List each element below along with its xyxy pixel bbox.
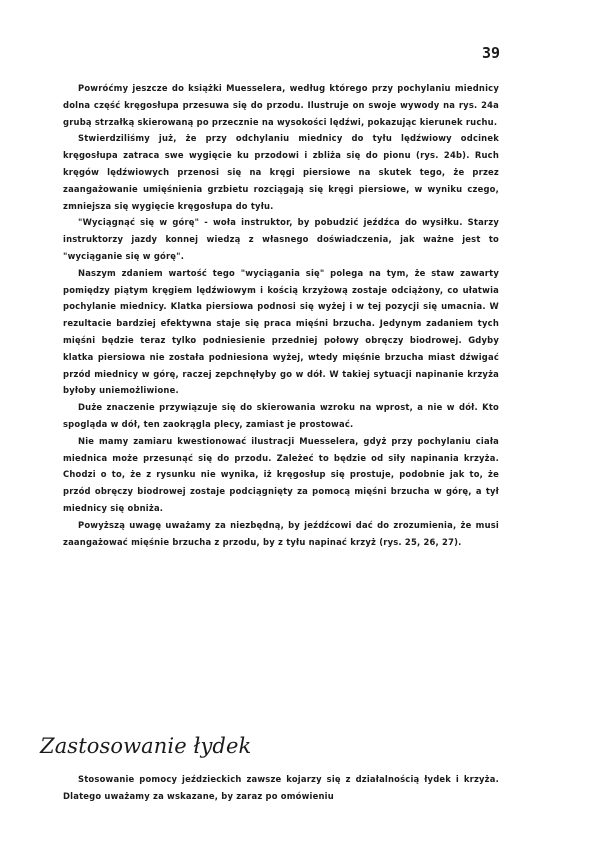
paragraph: Naszym zdaniem wartość tego "wyciągania się" polega na tym, że staw zawarty pomiędzy piątym kręgiem lędźwiowym i kością krzyżową zostaje odciążony, co ułatwia pochylanie miednicy. Klatka piersiowa podnosi się wyżej i w tej pozycji się umacnia. W rezultacie bardziej efektywna staje się praca mięśni brzucha. Jedynym zadaniem tych mięśni będzie teraz tylko podniesienie przedniej połowy obręczy biodrowej. Gdyby klatka piersiowa nie została podniesiona wyżej, wtedy mięśnie brzucha miast dźwigać przód miednicy w górę, raczej zepchnęłyby go w dół. W takiej sytuacji napinanie krzyża byłoby uniemożliwione. <box>63 267 499 396</box>
paragraph: "Wyciągnąć się w górę" - woła instruktor, by pobudzić jeźdźca do wysiłku. Starzy instruktorzy jazdy konnej wiedzą z własnego doświadczenia, jak ważne jest to "wyciąganie się w górę". <box>63 217 499 261</box>
paragraph: Stwierdziliśmy już, że przy odchylaniu miednicy do tyłu lędźwiowy odcinek kręgosłupa zatraca swe wygięcie ku przodowi i zbliża się do pionu (rys. 24b). Ruch kręgów lędźwiowych przenosi się na kręgi piersiowe na skutek tego, że przez zaangażowanie umięśnienia grzbietu rozciągają się kręgi piersiowe, w wyniku czego, zmniejsza się wygięcie kręgosłupa do tyłu. <box>63 133 499 211</box>
page-number: 39 <box>482 44 501 62</box>
paragraph: Duże znaczenie przywiązuje się do skierowania wzroku na wprost, a nie w dół. Kto spogląda w dół, ten zaokrągla plecy, zamiast je prostować. <box>63 402 499 429</box>
paragraph: Nie mamy zamiaru kwestionować ilustracji Muesselera, gdyż przy pochylaniu ciała miednica może przesunąć się do przodu. Zależeć to będzie od siły napinania krzyża. Chodzi o to, że z rysunku nie wynika, iż kręgosłup się prostuje, podobnie jak to, że przód obręczy biodrowej zostaje podciągnięty za pomocą mięśni brzucha w górę, a tył miednicy się obniża. <box>63 435 499 513</box>
paragraph: Powyższą uwagę uważamy za niezbędną, by jeźdźcowi dać do zrozumienia, że musi zaangażować mięśnie brzucha z przodu, by z tyłu napinać krzyż (rys. 25, 26, 27). <box>63 519 499 547</box>
section-text <box>63 771 499 805</box>
paragraph: Stosowanie pomocy jeździeckich zawsze kojarzy się z działalnością łydek i krzyża. Dlatego uważamy za wskazane, by zaraz po omówieniu <box>63 774 499 801</box>
paragraph: Powróćmy jeszcze do książki Muesselera, według którego przy pochylaniu miednicy dolna część kręgosłupa przesuwa się do przodu. Ilustruje on swoje wywody na rys. 24a grubą strzałką skierowaną po przecznie na wysokości lędźwi, pokazując kierunek ruchu. <box>63 83 499 127</box>
body-text <box>63 80 499 550</box>
section-heading: Zastosowanie łydek <box>40 734 252 758</box>
